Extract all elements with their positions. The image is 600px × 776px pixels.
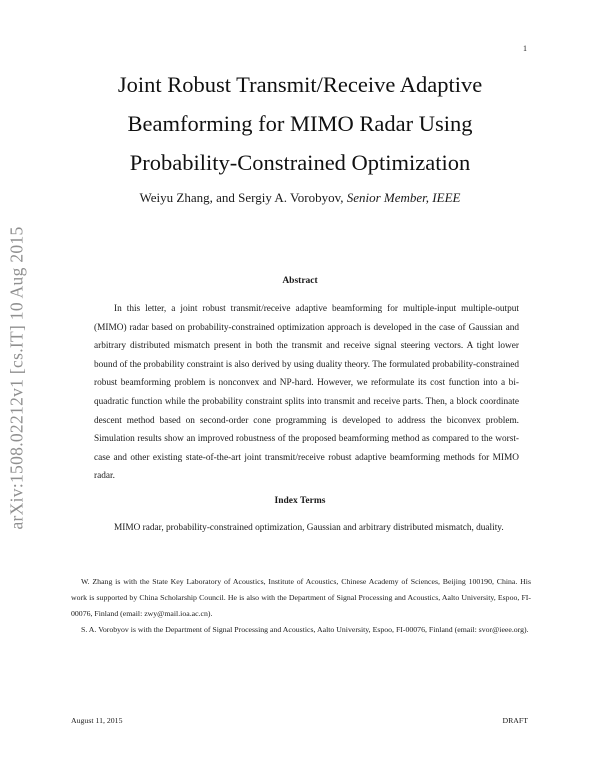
title-line: Beamforming for MIMO Radar Using: [127, 111, 473, 136]
page-number: 1: [523, 44, 527, 53]
abstract-text: In this letter, a joint robust transmit/receive adaptive beamforming for multiple-input multiple-output (MIMO) radar based on probability-constrained optimization approach is developed in the case of Gaussian and arbitrary distributed mismatch present in both the transmit and receive signal steering vectors. A tight lower bound of the probability constraint is also derived by using duality theory. The formulated probability-constrained robust beamforming problem is nonconvex and NP-hard. However, we reformulate its cost function into a bi-quadratic function while the probability constraint splits into transmit and receive parts. Then, a block coordinate descent method based on second-order cone programming is developed to address the biconvex problem. Simulation results show an improved robustness of the proposed beamforming method as compared to the worst-case and other existing state-of-the-art joint transmit/receive robust adaptive beamforming methods for MIMO radar.: [94, 304, 519, 482]
arxiv-identifier: arXiv:1508.02212v1 [cs.IT] 10 Aug 2015: [6, 225, 27, 530]
abstract-heading: Abstract: [282, 276, 318, 286]
author-names: Weiyu Zhang, and Sergiy A. Vorobyov,: [139, 190, 347, 205]
author-line: [60, 190, 540, 206]
arxiv-stamp: [2, 205, 32, 550]
title-line: Probability-Constrained Optimization: [129, 150, 471, 175]
index-terms-text: MIMO radar, probability-constrained optimization, Gaussian and arbitrary distributed mismatch, duality.: [114, 523, 504, 533]
index-terms-heading: Index Terms: [274, 496, 326, 506]
footer-draft-label: DRAFT: [502, 716, 528, 725]
author-role: Senior Member, IEEE: [346, 190, 461, 205]
title-line: Joint Robust Transmit/Receive Adaptive: [117, 72, 483, 97]
paper-title: [60, 65, 540, 182]
footnote-vorobyov: S. A. Vorobyov is with the Department of Signal Processing and Acoustics, Aalto University, Espoo, FI-00076, Finland (email: svor@ieee.org).: [81, 625, 529, 634]
footnote-zhang: W. Zhang is with the State Key Laboratory of Acoustics, Institute of Acoustics, Chinese Academy of Sciences, Beijing 100190, China. His work is supported by China Scholarship Council. He is also with the Department of Signal Processing and Acoustics, Aalto University, Espoo, FI-00076, Finland (email: zwy@mail.ioa.ac.cn).: [71, 577, 531, 618]
footer-date: August 11, 2015: [71, 716, 123, 725]
